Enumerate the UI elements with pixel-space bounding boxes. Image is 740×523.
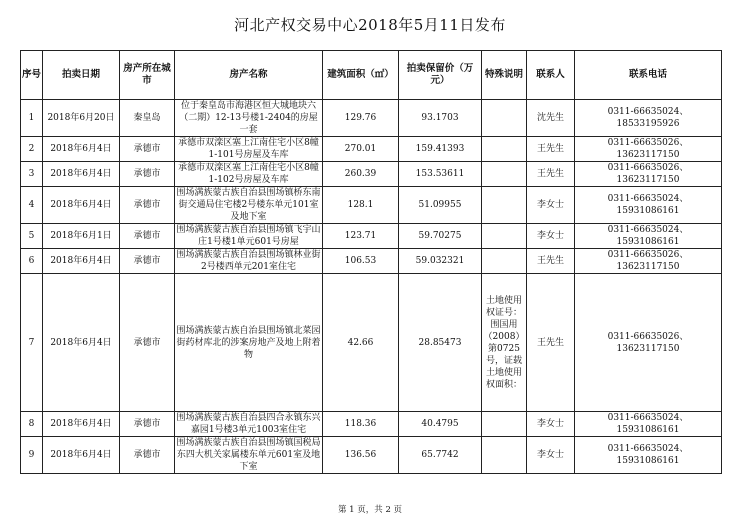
cell-contact: 李女士 — [527, 224, 575, 249]
page-footer: 第 1 页，共 2 页 — [337, 505, 403, 515]
cell-no: 6 — [21, 249, 43, 274]
cell-phone — [575, 224, 722, 249]
table-row — [21, 162, 722, 187]
cell-phone — [575, 412, 722, 437]
cell-no: 1 — [21, 100, 43, 137]
cell-area: 260.39 — [323, 162, 399, 187]
phone-line-2: 13623117150 — [616, 175, 680, 185]
cell-phone — [575, 137, 722, 162]
cell-name: 围场满族蒙古族自治县围场镇桥东南街交通局住宅楼2号楼东单元101室及地下室 — [176, 188, 321, 222]
cell-no: 9 — [21, 437, 43, 474]
cell-price: 159.41393 — [399, 137, 482, 162]
phone-line-1: 0311-66635024、 — [607, 413, 689, 423]
cell-area: 106.53 — [323, 249, 399, 274]
cell-area: 118.36 — [323, 412, 399, 437]
cell-name: 围场满族蒙古族自治县围场镇北菜园街药材库北的涉案房地产及地上附着物 — [175, 274, 323, 412]
header-area: 建筑面积（㎡） — [323, 51, 399, 100]
cell-city: 承德市 — [120, 274, 175, 412]
cell-area: 136.56 — [323, 437, 399, 474]
cell-no: 5 — [21, 224, 43, 249]
cell-no: 7 — [21, 274, 43, 412]
phone-line-1: 0311-66635024、 — [607, 444, 689, 454]
cell-name: 围场满族蒙古族自治县围场镇国税局东四大机关家属楼东单元601室及地下室 — [176, 438, 321, 472]
phone-line-1: 0311-66635026、 — [607, 163, 689, 173]
cell-phone — [575, 249, 722, 274]
cell-area: 270.01 — [323, 137, 399, 162]
cell-price: 153.53611 — [399, 162, 482, 187]
cell-date: 2018年6月4日 — [43, 437, 120, 474]
cell-phone — [575, 187, 722, 224]
phone-line-2: 18533195926 — [616, 119, 680, 129]
table-row — [21, 249, 722, 274]
cell-note — [482, 162, 527, 187]
phone-line-1: 0311-66635024、 — [607, 225, 689, 235]
cell-date: 2018年6月4日 — [43, 187, 120, 224]
cell-contact: 李女士 — [527, 412, 575, 437]
header-note: 特殊说明 — [482, 51, 527, 100]
cell-date: 2018年6月4日 — [43, 137, 120, 162]
cell-price: 93.1703 — [399, 100, 482, 137]
phone-line-1: 0311-66635024、 — [607, 194, 689, 204]
cell-price: 51.09955 — [399, 187, 482, 224]
cell-contact: 王先生 — [527, 249, 575, 274]
cell-name: 位于秦皇岛市海港区恒大城地块六（二期）12-13号楼1-2404的房屋一套 — [175, 100, 323, 137]
cell-note — [482, 412, 527, 437]
cell-contact: 王先生 — [527, 162, 575, 187]
cell-no: 2 — [21, 137, 43, 162]
cell-price: 65.7742 — [399, 437, 482, 474]
cell-date: 2018年6月4日 — [43, 162, 120, 187]
table-header — [21, 51, 722, 100]
cell-area: 129.76 — [323, 100, 399, 137]
phone-line-2: 15931086161 — [616, 425, 680, 435]
phone-line-1: 0311-66635024、 — [607, 107, 689, 117]
cell-city: 承德市 — [120, 137, 175, 162]
cell-no: 4 — [21, 187, 43, 224]
cell-note — [482, 187, 527, 224]
cell-price: 28.85473 — [399, 274, 482, 412]
phone-line-1: 0311-66635026、 — [607, 250, 689, 260]
table-row — [21, 187, 722, 224]
cell-city: 承德市 — [120, 187, 175, 224]
cell-date: 2018年6月4日 — [43, 412, 120, 437]
table-row — [21, 274, 722, 412]
cell-date: 2018年6月20日 — [43, 100, 120, 137]
phone-line-2: 13623117150 — [616, 150, 680, 160]
header-row — [21, 51, 722, 100]
phone-line-1: 0311-66635026、 — [607, 331, 689, 342]
header-phone: 联系电话 — [575, 51, 722, 100]
cell-no: 3 — [21, 162, 43, 187]
cell-phone — [575, 100, 722, 137]
cell-area: 123.71 — [323, 224, 399, 249]
cell-city: 承德市 — [120, 249, 175, 274]
cell-contact: 沈先生 — [527, 100, 575, 137]
table-body — [21, 100, 722, 474]
cell-price: 59.70275 — [399, 224, 482, 249]
phone-line-2: 15931086161 — [616, 206, 680, 216]
cell-note: 土地使用权证号：围国用（2008）第0725号，证载土地使用权面积： — [482, 274, 527, 412]
cell-area: 42.66 — [323, 274, 399, 412]
phone-line-1: 0311-66635026、 — [607, 138, 689, 148]
cell-note — [482, 137, 527, 162]
table-row — [21, 100, 722, 137]
cell-note — [482, 249, 527, 274]
cell-price: 40.4795 — [399, 412, 482, 437]
table-row — [21, 437, 722, 474]
phone-line-2: 13623117150 — [616, 343, 680, 354]
cell-phone — [575, 162, 722, 187]
cell-note — [482, 224, 527, 249]
table-row — [21, 224, 722, 249]
page-title: 河北产权交易中心2018年5月11日发布 — [234, 16, 506, 34]
header-contact: 联系人 — [527, 51, 575, 100]
cell-city: 承德市 — [120, 412, 175, 437]
cell-city: 承德市 — [120, 224, 175, 249]
header-city: 房产所在城市 — [120, 51, 175, 100]
table-row — [21, 137, 722, 162]
cell-city: 承德市 — [120, 162, 175, 187]
cell-phone — [575, 274, 722, 412]
cell-name: 承德市双滦区塞上江南住宅小区8幢1-102号房屋及车库 — [175, 162, 323, 187]
cell-name: 围场满族蒙古族自治县四合永镇东兴嘉园1号楼3单元1003室住宅 — [176, 413, 321, 435]
cell-phone — [575, 437, 722, 474]
cell-no: 8 — [21, 412, 43, 437]
phone-line-2: 15931086161 — [616, 456, 680, 466]
cell-note — [482, 100, 527, 137]
cell-city: 秦皇岛 — [120, 100, 175, 137]
phone-line-2: 13623117150 — [616, 262, 680, 272]
header-price: 拍卖保留价（万元） — [399, 51, 482, 100]
phone-line-2: 15931086161 — [616, 237, 680, 247]
auction-table — [20, 50, 722, 474]
cell-contact: 王先生 — [527, 137, 575, 162]
header-no: 序号 — [21, 51, 43, 100]
cell-name: 围场满族蒙古族自治县围场镇林业街2号楼西单元201室住宅 — [176, 250, 321, 272]
cell-area: 128.1 — [323, 187, 399, 224]
cell-date: 2018年6月4日 — [43, 274, 120, 412]
cell-name: 围场满族蒙古族自治县围场镇飞宇山庄1号楼1单元601号房屋 — [176, 225, 321, 247]
cell-contact: 李女士 — [527, 437, 575, 474]
cell-date: 2018年6月1日 — [43, 224, 120, 249]
header-date: 拍卖日期 — [43, 51, 120, 100]
cell-date: 2018年6月4日 — [43, 249, 120, 274]
header-name: 房产名称 — [175, 51, 323, 100]
cell-name: 承德市双滦区塞上江南住宅小区8幢1-101号房屋及车库 — [175, 137, 323, 162]
cell-city: 承德市 — [120, 437, 175, 474]
cell-contact: 李女士 — [527, 187, 575, 224]
table-row — [21, 412, 722, 437]
cell-note — [482, 437, 527, 474]
cell-contact: 王先生 — [527, 274, 575, 412]
cell-price: 59.032321 — [399, 249, 482, 274]
